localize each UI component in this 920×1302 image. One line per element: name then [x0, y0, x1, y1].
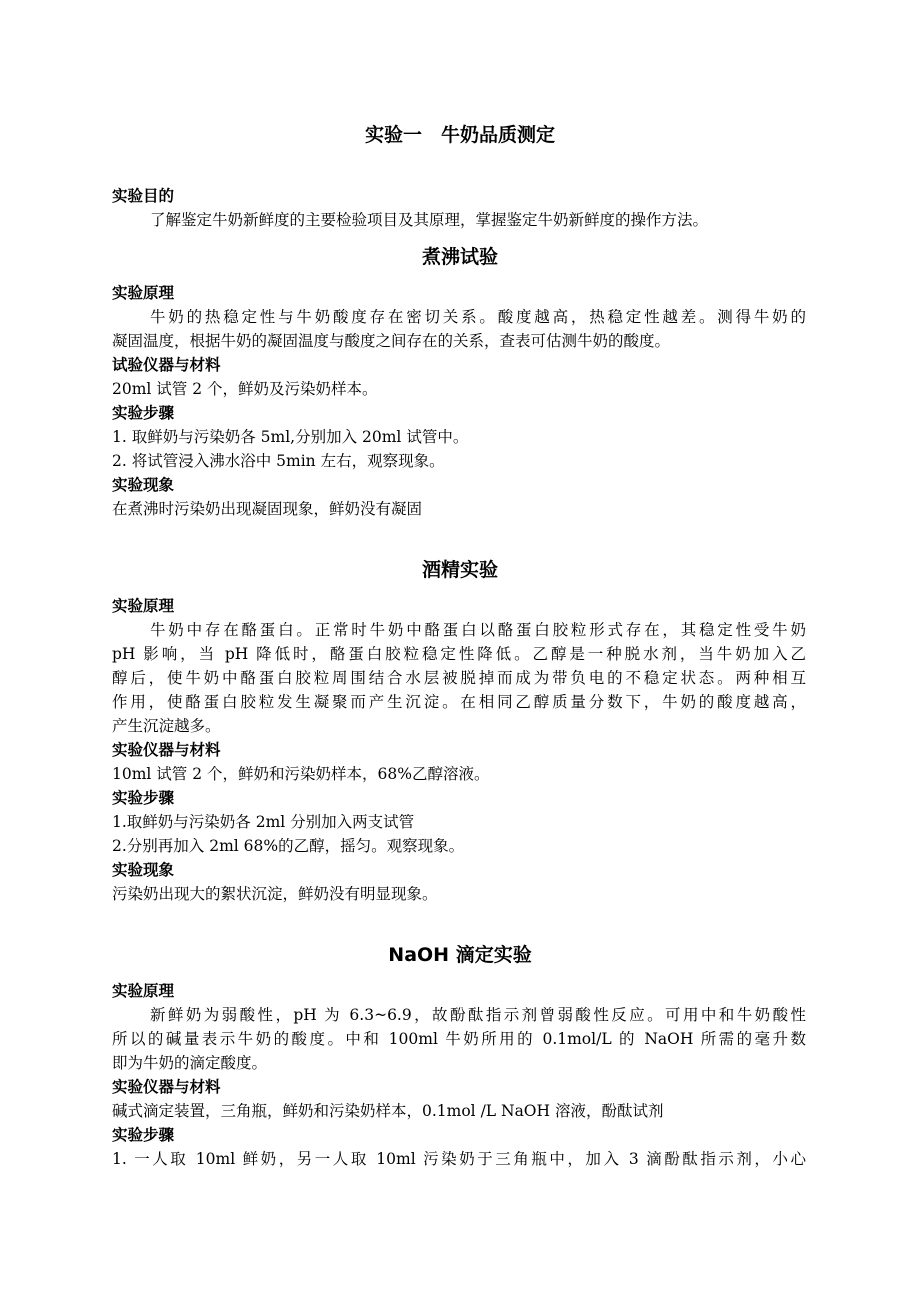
naoh-section-title: NaOH 滴定实验: [388, 944, 532, 966]
boiling-step: 2. 将试管浸入沸水浴中 5min 左右，观察现象。: [112, 452, 445, 470]
boiling-result-heading: 实验现象: [112, 476, 175, 494]
alcohol-principle-line: 醇后，使牛奶中酪蛋白胶粒周围结合水层被脱掉而成为带负电的不稳定状态。两种相互: [112, 669, 806, 687]
boiling-principle-line: 牛奶的热稳定性与牛奶酸度存在密切关系。酸度越高，热稳定性越差。测得牛奶的: [150, 308, 806, 326]
naoh-materials-heading: 实验仪器与材料: [112, 1078, 221, 1096]
boiling-principle-line: 凝固温度，根据牛奶的凝固温度与酸度之间存在的关系，查表可估测牛奶的酸度。: [112, 332, 671, 350]
document-title: 实验一 牛奶品质测定: [364, 124, 555, 146]
alcohol-steps-heading: 实验步骤: [112, 789, 175, 807]
naoh-materials: 碱式滴定装置，三角瓶，鲜奶和污染奶样本，0.1mol /L NaOH 溶液，酚酞试剂: [112, 1102, 664, 1120]
boiling-materials-heading: 试验仪器与材料: [112, 356, 221, 374]
purpose-text: 了解鉴定牛奶新鲜度的主要检验项目及其原理，掌握鉴定牛奶新鲜度的操作方法。: [150, 211, 709, 229]
alcohol-principle-line: 产生沉淀越多。: [112, 717, 221, 735]
boiling-principle-heading: 实验原理: [112, 284, 175, 302]
alcohol-principle-heading: 实验原理: [112, 597, 175, 615]
alcohol-step: 2.分别再加入 2ml 68%的乙醇，摇匀。观察现象。: [112, 837, 465, 855]
alcohol-result-heading: 实验现象: [112, 861, 175, 879]
naoh-steps-heading: 实验步骤: [112, 1126, 175, 1144]
boiling-steps-heading: 实验步骤: [112, 404, 175, 422]
alcohol-section-title: 酒精实验: [421, 559, 498, 581]
alcohol-principle-line: pH 影响，当 pH 降低时，酪蛋白胶粒稳定性降低。乙醇是一种脱水剂，当牛奶加入乙: [112, 645, 806, 663]
boiling-step: 1. 取鲜奶与污染奶各 5ml,分别加入 20ml 试管中。: [112, 428, 469, 446]
alcohol-materials-heading: 实验仪器与材料: [112, 741, 221, 759]
alcohol-principle-line: 牛奶中存在酪蛋白。正常时牛奶中酪蛋白以酪蛋白胶粒形式存在，其稳定性受牛奶: [150, 621, 806, 639]
alcohol-result: 污染奶出现大的絮状沉淀，鲜奶没有明显现象。: [112, 885, 438, 903]
naoh-principle-heading: 实验原理: [112, 982, 175, 1000]
naoh-principle-line: 所以的碱量表示牛奶的酸度。中和 100ml 牛奶所用的 0.1mol/L 的 NaOH 所需的毫升数: [112, 1030, 806, 1048]
naoh-principle-line: 即为牛奶的滴定酸度。: [112, 1054, 268, 1072]
purpose-heading: 实验目的: [112, 187, 175, 205]
boiling-materials: 20ml 试管 2 个，鲜奶及污染奶样本。: [112, 380, 378, 398]
boiling-section-title: 煮沸试验: [421, 246, 498, 268]
naoh-step: 1. 一人取 10ml 鲜奶，另一人取 10ml 污染奶于三角瓶中，加入 3 滴酚酞指示剂，小心: [112, 1150, 806, 1168]
boiling-result: 在煮沸时污染奶出现凝固现象，鲜奶没有凝固: [112, 500, 423, 518]
alcohol-principle-line: 作用，使酪蛋白胶粒发生凝聚而产生沉淀。在相同乙醇质量分数下，牛奶的酸度越高，: [112, 693, 806, 711]
alcohol-step: 1.取鲜奶与污染奶各 2ml 分别加入两支试管: [112, 813, 415, 831]
alcohol-materials: 10ml 试管 2 个，鲜奶和污染奶样本，68%乙醇溶液。: [112, 765, 490, 783]
naoh-principle-line: 新鲜奶为弱酸性，pH 为 6.3~6.9，故酚酞指示剂曾弱酸性反应。可用中和牛奶酸性: [150, 1006, 806, 1024]
